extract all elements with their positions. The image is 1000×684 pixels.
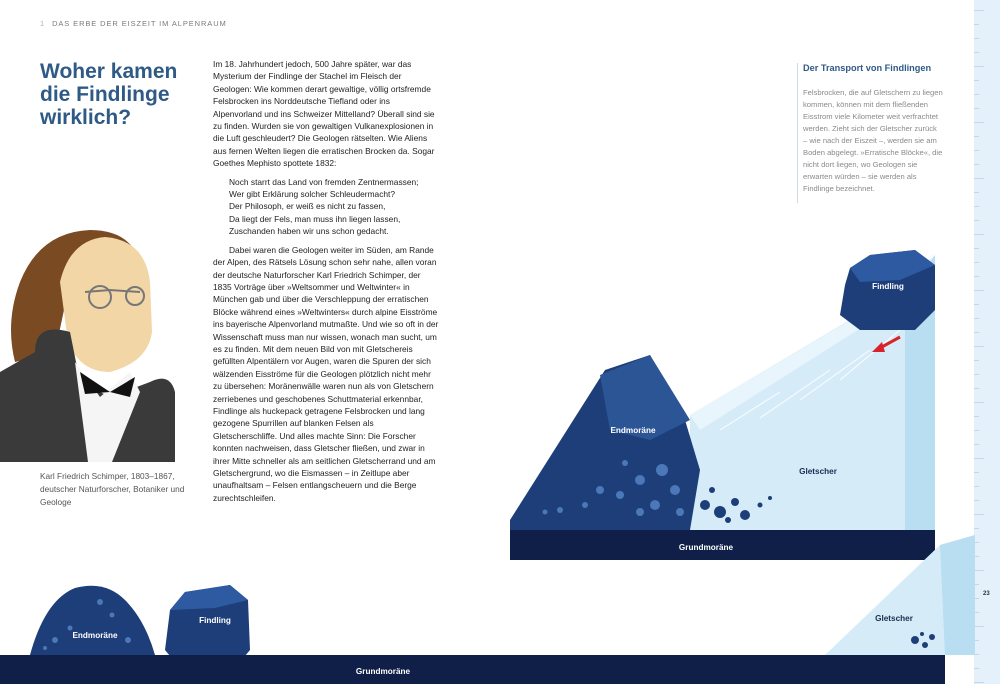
page-title: Woher kamen die Findlinge wirklich? — [40, 60, 178, 129]
portrait-caption: Karl Friedrich Schimper, 1803–1867, deutscher Naturforscher, Botaniker und Geologe — [40, 471, 185, 507]
gletscher-label: Gletscher — [799, 467, 837, 476]
bottom-endmoraene — [30, 586, 155, 655]
poem-line: Der Philosoph, er weiß es nicht zu fassen, — [229, 201, 386, 212]
intro-paragraph: Im 18. Jahrhundert jedoch, 500 Jahre später, war das Mysterium der Findlinge der Stachel im Fleisch der Geologen: Wie kommen derart gewaltige, völlig ortsfremde Felsbrocken ins Norddeutsche Tiefland oder ins Alpenvorland und ins Schweizer Mittelland? Überall sind sie zu finden. Wurden sie von gewaltigen Vulkanexplosionen in die Luft geschleudert? Die Geologen rätselten. Wie Aliens aus fernen Welten liegen die erratischen Brocken da. Sogar Goethes Mephisto spottete 1832: — [213, 59, 435, 169]
bottom-grundmoraene-label: Grundmoräne — [355, 667, 411, 676]
poem-line: Wer gibt Erklärung solcher Schleudermacht? — [229, 189, 396, 200]
bottom-grundmoraene — [0, 655, 945, 684]
grundmoraene-label: Grundmoräne — [678, 543, 734, 552]
page-number: 23 — [983, 591, 990, 597]
poem-line: Zuschanden haben wir uns schon gedacht. — [229, 226, 389, 237]
sidebar-title: Der Transport von Findlingen — [803, 63, 932, 73]
poem-line: Da liegt der Fels, man muss ihn liegen lassen, — [229, 213, 401, 224]
sidebar-text: Felsbrocken, die auf Gletschern zu liegen kommen, können mit dem fließenden Eisstrom viele Kilometer weit verfrachtet werden. Zieht sich der Gletscher zurück – wie nach der Eiszeit –, werden sie am Boden abgelegt. »Erratische Blöcke«, die nicht dort liegen, wo Geologen sie erwarten würden – sie werden als Findlinge bezeichnet. — [803, 88, 943, 193]
section-title: DAS ERBE DER EISZEIT IM ALPENRAUM — [52, 19, 227, 28]
bottom-findling-label: Findling — [199, 616, 231, 625]
main-paragraph: Dabei waren die Geologen weiter im Süden, am Rande der Alpen, des Rätsels Lösung schon sehr nahe, allen voran der deutsche Naturforscher Karl Friedrich Schimper, der 1835 Vorträge über »Weltsommer und Weltwinter« in München gab und über die Verschleppung der erratischen Blöcke während eines »Weltwinters« durch alpine Eisströme ins bayerische Alpenvorland mutmaßte. Und wie so oft in der Wissenschaft muss man nur wissen, wonach man sucht, um es zu finden. Mit dem neuen Bild von mit Gletschereis gefüllten Alpentälern vor Augen, waren die Spuren der sich wälzenden Eisströme für die Geologen plötzlich nicht mehr zu übersehen: Moränenwälle waren nun als von Gletschern zerriebenes und geschobenes Schuttmaterial erkennbar, Findlinge als huckepack getragene Felsbrocken und lang gezogene Spurrillen auf blanken Felsen als Gletscherschliffe. Und alles machte Sinn: Die Forscher konnten nachweisen, dass Gletscher fließen, und zwar in ihrer Mitte schneller als am seitlichen Gletscherrand und am Gletschergrund, wo die Eismassen – in Zeitlupe aber unaufhaltsam – Felsen entlangscheuern und die Berge zurechtschleifen. — [213, 244, 439, 503]
findling-label: Findling — [872, 282, 904, 291]
endmoraene-label: Endmoräne — [610, 426, 656, 435]
poem-line: Noch starrt das Land von fremden Zentnermassen; — [229, 176, 419, 187]
chapter-number: 1 — [40, 19, 46, 28]
bottom-endmoraene-label: Endmoräne — [72, 631, 118, 640]
bottom-gletscher-label: Gletscher — [875, 614, 913, 623]
